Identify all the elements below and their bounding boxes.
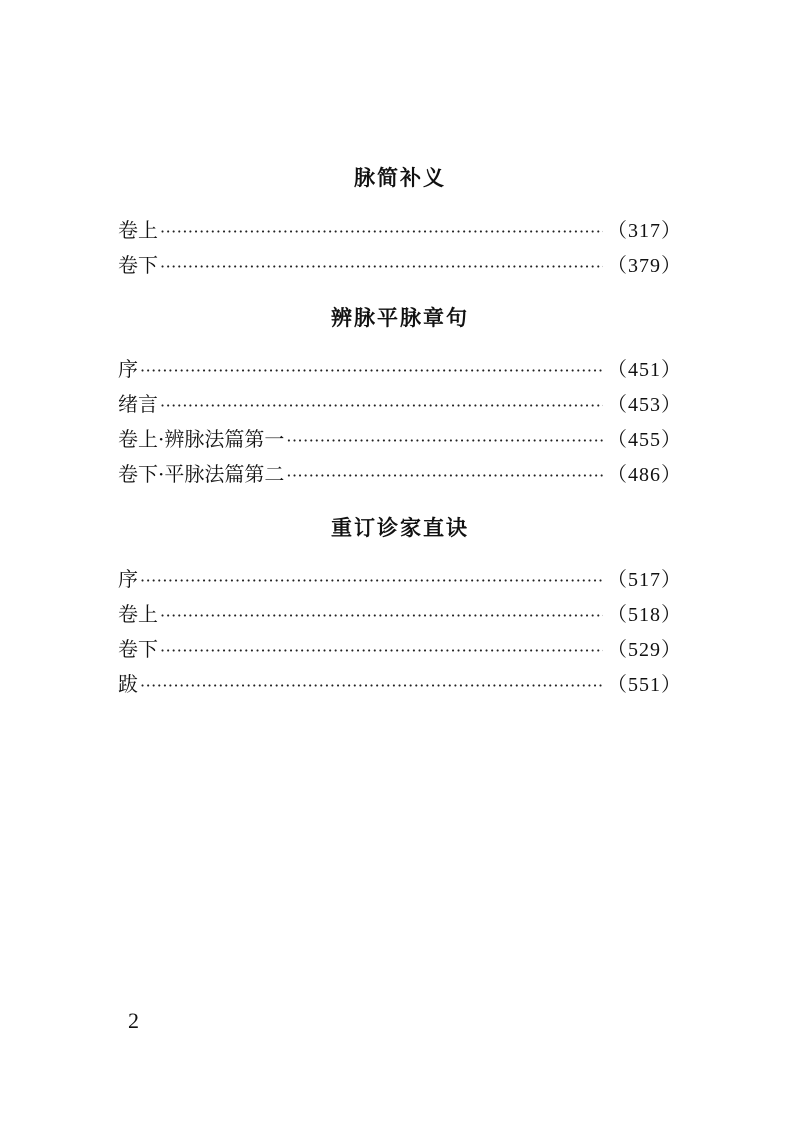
entry-page-number: （517） bbox=[607, 569, 682, 591]
entry-title: 序 bbox=[118, 567, 138, 591]
entry-page-number: （453） bbox=[607, 394, 682, 416]
dot-leader bbox=[286, 462, 603, 490]
entry-title: 绪言 bbox=[118, 392, 158, 416]
toc-entry[interactable] bbox=[118, 251, 682, 279]
entry-page-number: （455） bbox=[607, 429, 682, 451]
entry-page-number: （317） bbox=[607, 220, 682, 242]
section-title: 脉简补义 bbox=[354, 166, 446, 190]
dot-leader bbox=[140, 567, 603, 595]
dot-leader bbox=[160, 602, 603, 630]
dot-leader bbox=[140, 672, 603, 700]
entry-title: 卷上 bbox=[118, 218, 158, 242]
dot-leader bbox=[160, 218, 603, 246]
toc-entry[interactable] bbox=[118, 670, 682, 698]
entry-title: 卷下·平脉法篇第二 bbox=[118, 462, 285, 486]
dot-leader bbox=[140, 357, 603, 385]
entry-title: 卷上·辨脉法篇第一 bbox=[118, 427, 285, 451]
toc-entry[interactable] bbox=[118, 425, 682, 453]
section-title: 辨脉平脉章句 bbox=[331, 306, 469, 330]
page-number: 2 bbox=[128, 1008, 139, 1033]
dot-leader bbox=[160, 253, 603, 281]
toc-entry[interactable] bbox=[118, 635, 682, 663]
dot-leader bbox=[286, 427, 603, 455]
entry-page-number: （518） bbox=[607, 604, 682, 626]
toc-entry[interactable] bbox=[118, 460, 682, 488]
entry-title: 卷下 bbox=[118, 253, 158, 277]
toc-entry[interactable] bbox=[118, 390, 682, 418]
toc-entry[interactable] bbox=[118, 565, 682, 593]
entry-title: 跋 bbox=[118, 672, 138, 696]
section-title: 重订诊家直诀 bbox=[331, 516, 469, 540]
entry-page-number: （451） bbox=[607, 359, 682, 381]
entry-page-number: （379） bbox=[607, 255, 682, 277]
toc-entry[interactable] bbox=[118, 355, 682, 383]
entry-title: 卷下 bbox=[118, 637, 158, 661]
entry-title: 卷上 bbox=[118, 602, 158, 626]
entry-page-number: （529） bbox=[607, 639, 682, 661]
dot-leader bbox=[160, 392, 603, 420]
entry-title: 序 bbox=[118, 357, 138, 381]
entry-page-number: （551） bbox=[607, 674, 682, 696]
toc-entry[interactable] bbox=[118, 216, 682, 244]
dot-leader bbox=[160, 637, 603, 665]
toc-entry[interactable] bbox=[118, 600, 682, 628]
entry-page-number: （486） bbox=[607, 464, 682, 486]
